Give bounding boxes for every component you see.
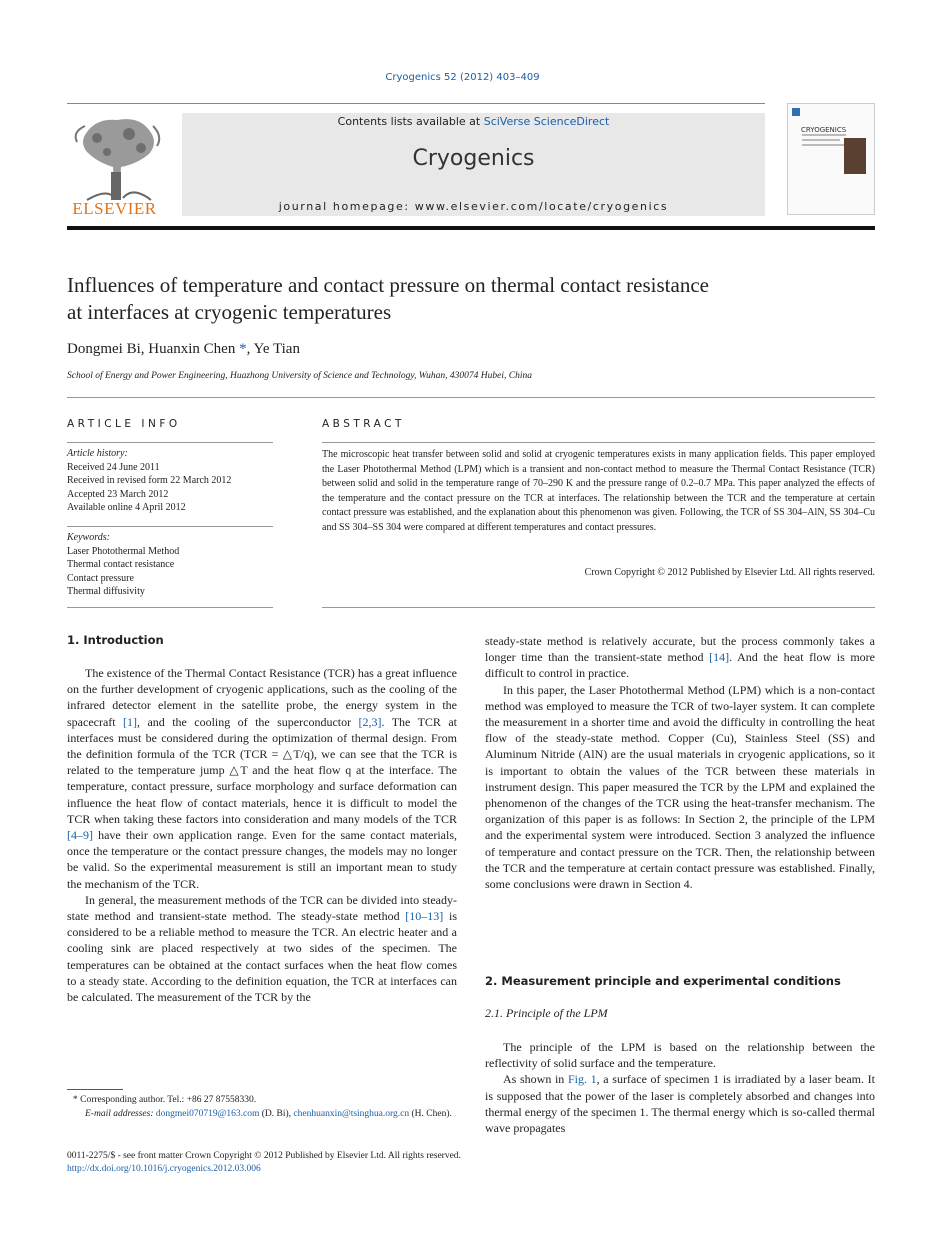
doi-link[interactable]: http://dx.doi.org/10.1016/j.cryogenics.2012.03.006 (67, 1164, 261, 1174)
keywords (67, 531, 273, 599)
issn-line: 0011-2275/$ - see front matter Crown Copyright © 2012 Published by Elsevier Ltd. All rights reserved. (67, 1151, 461, 1161)
section-2-1-heading: 2.1. Principle of the LPM (485, 1006, 608, 1020)
ref-link[interactable]: [2,3] (358, 714, 382, 729)
corresponding-note: * Corresponding author. Tel.: +86 27 87558330. (73, 1095, 257, 1105)
history-item: Received 24 June 2011 (67, 461, 160, 473)
article-info-heading: ARTICLE INFO (67, 418, 181, 430)
keyword: Thermal diffusivity (67, 586, 145, 597)
header-thick-rule (67, 226, 875, 230)
info-rule-3 (67, 607, 273, 608)
intro-paragraph-1: The existence of the Thermal Contact Resistance (TCR) has a great influence on the further development of cryogenic applications, such as the cooling of the infrared detector element in the satellite probe, the energy system in the spacecraft [1], and the cooling of the superconductor [2,3]. The TCR at interfaces must be considered during the optimization of thermal design. From the definition formula of the TCR (TCR = △T/q), we can see that the TCR is related to the temperature jump △T and the heat flow q at the interface. The temperature, contact pressure, surface morphology and surface deformation can influence the heat flow of contact materials, hence it is difficult to model the TCR when taking these factors into consideration and many models of the TCR [4–9] have their own application range. Even for the same contact materials, once the temperature or the contact pressure changes, the models may no longer be valid. So the experimental measurement is still an important mean to study the mechanism of the TCR. (67, 666, 457, 891)
keyword: Contact pressure (67, 572, 134, 584)
right-paragraph-2: In this paper, the Laser Photothermal Method (LPM) which is a non-contact method was employed to measure the TCR of two-layer system. It can complete the measurement in a shorter time and avoid the difficulty in controlling the heat flow of the steady-state method. Copper (Cu), Stainless Steel (SS) and Aluminum Nitride (AlN) are the usual materials in cryogenic applications, so it is important to obtain the values of the TCR between these materials in instrument design. This paper measured the TCR by the LPM and explained the phenomenon of the changes of the TCR using the heat-transfer mechanism. The organization of this paper is as follows: In Section 2, the principle of the LPM and the experimental system were introduced. Section 3 analyzed the influence of temperature and contact pressure on the TCR. Then, the relationship between the TCR and the temperature at certain contact pressure was established. Finally, some conclusions were drawn in Section 4. (485, 682, 875, 892)
title-rule (67, 397, 875, 398)
publisher-wordmark: ELSEVIER (72, 199, 157, 218)
ref-link[interactable]: [14] (709, 650, 730, 665)
abstract-rule-1 (322, 442, 875, 443)
journal-homepage[interactable]: journal homepage: www.elsevier.com/locate/cryogenics (278, 200, 669, 213)
intro-body (67, 665, 457, 1005)
right-column-text (485, 633, 875, 892)
contents-line: Contents lists available at SciVerse ScienceDirect (337, 115, 610, 128)
abstract-copyright: Crown Copyright © 2012 Published by Elsevier Ltd. All rights reserved. (584, 567, 875, 578)
ref-link[interactable]: [1] (123, 714, 138, 729)
section-2-1-body (485, 1039, 875, 1136)
history-item: Accepted 23 March 2012 (67, 488, 169, 500)
keyword: Laser Photothermal Method (67, 545, 180, 557)
affiliation: School of Energy and Power Engineering, Huazhong University of Science and Technology, Wuhan, 430074 Hubei, China (67, 371, 532, 381)
title-line-1: Influences of temperature and contact pressure on thermal contact resistance (67, 273, 709, 297)
sciencedirect-link[interactable]: SciVerse ScienceDirect (483, 115, 610, 128)
ref-link[interactable]: [4–9] (67, 828, 93, 843)
authors: Dongmei Bi, Huanxin Chen *, Ye Tian (67, 341, 300, 357)
abstract-text: The microscopic heat transfer between solid and solid at cryogenic temperatures exists in many application fields. This paper employed the Laser Photothermal Method (LPM) which is a transient and non-contact method to measure the Thermal Contact Resistance (TCR) between solid and solid in the temperature range of 70–290 K and the pressure range of 0.2–0.7 MPa. This paper analyzed the effects of the temperature and the contact pressure on the TCR at interfaces. The relationship between the TCR and the temperature at certain contact pressure was established, and the explanation about this phenomenon was given. Following, the TCR of SS 304–AlN, SS 304–Cu and SS 304–SS 304 were compared at different temperatures and contact pressures. (322, 449, 875, 533)
keywords-label: Keywords: (67, 532, 110, 543)
journal-cover-thumbnail (787, 103, 875, 215)
journal-name: Cryogenics (412, 146, 535, 171)
journal-reference[interactable]: Cryogenics 52 (2012) 403–409 (385, 72, 540, 83)
email-note: E-mail addresses: dongmei070719@163.com (D. Bi), chenhuanxin@tsinghua.org.cn (H. Chen). (85, 1108, 452, 1119)
email-link[interactable]: chenhuanxin@tsinghua.org.cn (293, 1108, 410, 1119)
right-paragraph-1: steady-state method is relatively accurate, but the process commonly takes a longer time than the transient-state method [14]. And the heat flow is more difficult to control in practice. (485, 634, 876, 681)
history-item: Available online 4 April 2012 (67, 502, 186, 513)
cover-title: CRYOGENICS (801, 126, 847, 134)
principle-paragraph: The principle of the LPM is based on the relationship between the reflectivity of solid surface and the temperature. (485, 1040, 875, 1071)
section-2-heading: 2. Measurement principle and experimental conditions (485, 974, 841, 988)
figure-1-link[interactable]: Fig. 1 (567, 1072, 597, 1087)
intro-paragraph-2: In general, the measurement methods of the TCR can be divided into steady-state method and transient-state method. The steady-state method [10–13] is considered to be a reliable method to measure the TCR. An electric heater and a cooling sink are placed respectively at two sides of the specimen. The temperatures can be obtained at the contact surfaces when the heat flow comes to a steady state. According to the definition equation, the TCR at interfaces can be calculated. The measurement of the TCR by the (67, 892, 458, 1005)
footnote-rule (67, 1089, 123, 1090)
ref-link[interactable]: [10–13] (405, 909, 444, 924)
article-history (67, 447, 273, 515)
abstract-heading: ABSTRACT (322, 418, 405, 430)
corresponding-author-link[interactable]: * (235, 341, 247, 357)
article-title (67, 272, 875, 326)
info-rule-2 (67, 526, 273, 527)
title-line-2: at interfaces at cryogenic temperatures (67, 300, 392, 324)
footnote (67, 1094, 457, 1121)
header-rule (67, 103, 765, 104)
history-label: Article history: (67, 448, 128, 459)
keyword: Thermal contact resistance (67, 559, 175, 570)
info-rule-1 (67, 442, 273, 443)
email-link[interactable]: dongmei070719@163.com (155, 1108, 260, 1119)
abstract-rule-2 (322, 607, 875, 608)
figure-paragraph: As shown in Fig. 1, a surface of specimen 1 is irradiated by a laser beam. It is supposed that the power of the laser is completely absorbed and changes into thermal energy of the specimen 1. The thermal energy which is so-called thermal wave propagates (485, 1072, 875, 1136)
history-item: Received in revised form 22 March 2012 (67, 475, 232, 486)
section-1-heading: 1. Introduction (67, 633, 164, 647)
